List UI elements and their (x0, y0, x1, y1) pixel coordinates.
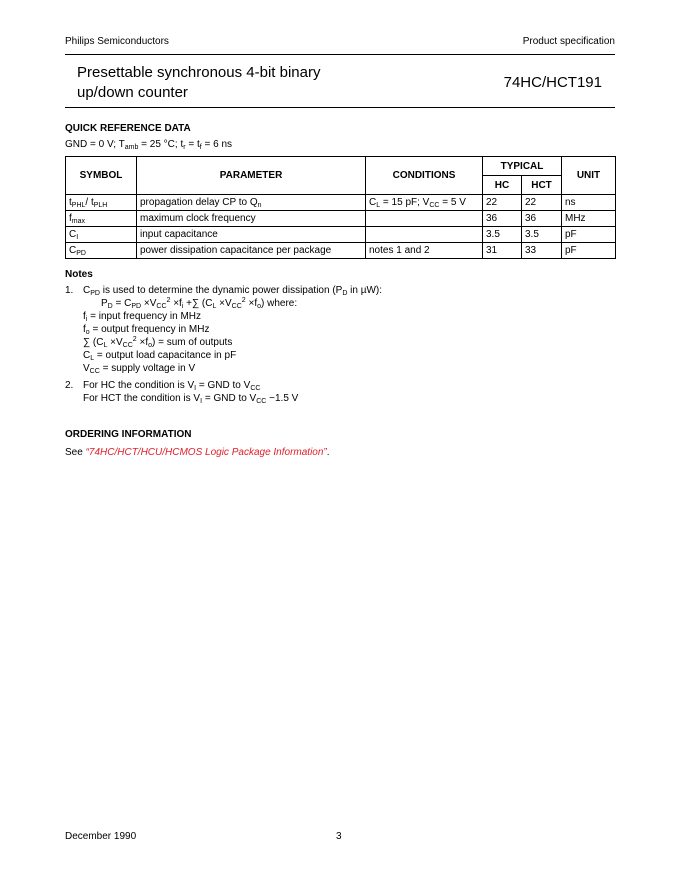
note-2 (65, 379, 615, 392)
quick-reference-heading: QUICK REFERENCE DATA (65, 123, 191, 134)
note-text: For HC the condition is $V_I$ = GND to $V_{CC}$ (83, 380, 261, 392)
formula-term: $f_o$ = output frequency in MHz (83, 324, 210, 336)
notes-section (65, 268, 615, 405)
table-header-row (66, 157, 616, 176)
cell-unit: pF (562, 243, 616, 259)
note-number: 1. (65, 285, 74, 296)
cell-symbol: $C_{PD}$ (66, 243, 137, 259)
formula-term: ∑ $(C_L \times V_{CC}^2 \times f_o)$ = sum of outputs (83, 336, 233, 349)
page-number: 3 (336, 831, 342, 842)
col-hct: HCT (522, 176, 562, 195)
cell-symbol: $t_{PHL}/$ $t_{PLH}$ (66, 195, 137, 211)
cell-symbol: $C_I$ (66, 227, 137, 243)
cell-parameter: power dissipation capacitance per package (137, 243, 366, 259)
title-line-1: Presettable synchronous 4-bit binary (77, 64, 321, 81)
note-text: $C_{PD}$ is used to determine the dynamic power dissipation ($P_D$ in µW): (83, 285, 383, 297)
cell-hc: 3.5 (483, 227, 522, 243)
cell-conditions: $C_L = 15$ pF; $V_{CC} = 5$ V (366, 195, 483, 211)
cell-conditions (366, 211, 483, 227)
notes-heading: Notes (65, 269, 93, 280)
col-parameter: PARAMETER (137, 157, 366, 195)
cell-hct: 22 (522, 195, 562, 211)
col-conditions: CONDITIONS (366, 157, 483, 195)
col-symbol: SYMBOL (66, 157, 137, 195)
footer-date: December 1990 (65, 831, 137, 842)
cell-hct: 3.5 (522, 227, 562, 243)
document-type: Product specification (522, 36, 615, 47)
cell-unit: pF (562, 227, 616, 243)
table-row (66, 211, 616, 227)
table-row (66, 195, 616, 211)
test-conditions: GND = 0 V; $T_{amb} = 25$ °C; $t_r = t_f = 6$ ns (65, 139, 233, 151)
cell-parameter: input capacitance (137, 227, 366, 243)
ordering-text: See “74HC/HCT/HCU/HCMOS Logic Package Information”. (65, 447, 330, 458)
note-1 (65, 284, 615, 297)
cell-parameter: propagation delay CP to $Q_n$ (137, 195, 366, 211)
col-hc: HC (483, 176, 522, 195)
formula-term: $f_i$ = input frequency in MHz (83, 311, 202, 323)
cell-unit: MHz (562, 211, 616, 227)
cell-hc: 22 (483, 195, 522, 211)
cell-hc: 36 (483, 211, 522, 227)
cell-hc: 31 (483, 243, 522, 259)
cell-parameter: maximum clock frequency (137, 211, 366, 227)
title-line-2: up/down counter (77, 84, 188, 101)
table-row (66, 243, 616, 259)
power-formula: $P_D = C_{PD} \times V_{CC}^2 \times f_i$ +∑ $(C_L \times V_{CC}^2 \times f_o)$ where: (101, 297, 298, 310)
cell-hct: 36 (522, 211, 562, 227)
header-rule (65, 54, 615, 55)
quick-reference-table (65, 156, 616, 259)
cell-conditions: notes 1 and 2 (366, 243, 483, 259)
cell-conditions (366, 227, 483, 243)
formula-term: $C_L$ = output load capacitance in pF (83, 350, 237, 362)
cell-unit: ns (562, 195, 616, 211)
package-info-link[interactable]: “74HC/HCT/HCU/HCMOS Logic Package Information” (85, 447, 327, 458)
company-name: Philips Semiconductors (65, 36, 169, 47)
col-unit: UNIT (562, 157, 616, 195)
note-2-line-2: For HCT the condition is $V_I$ = GND to $V_{CC} -1.5$ V (83, 393, 299, 405)
document-title (77, 63, 397, 103)
part-number: 74HC/HCT191 (503, 74, 602, 91)
title-rule (65, 107, 615, 108)
cell-hct: 33 (522, 243, 562, 259)
formula-term: $V_{CC}$ = supply voltage in V (83, 363, 196, 375)
col-typical: TYPICAL (483, 157, 562, 176)
ordering-heading: ORDERING INFORMATION (65, 429, 192, 440)
table-row (66, 227, 616, 243)
note-number: 2. (65, 380, 74, 391)
cell-symbol: $f_{max}$ (66, 211, 137, 227)
